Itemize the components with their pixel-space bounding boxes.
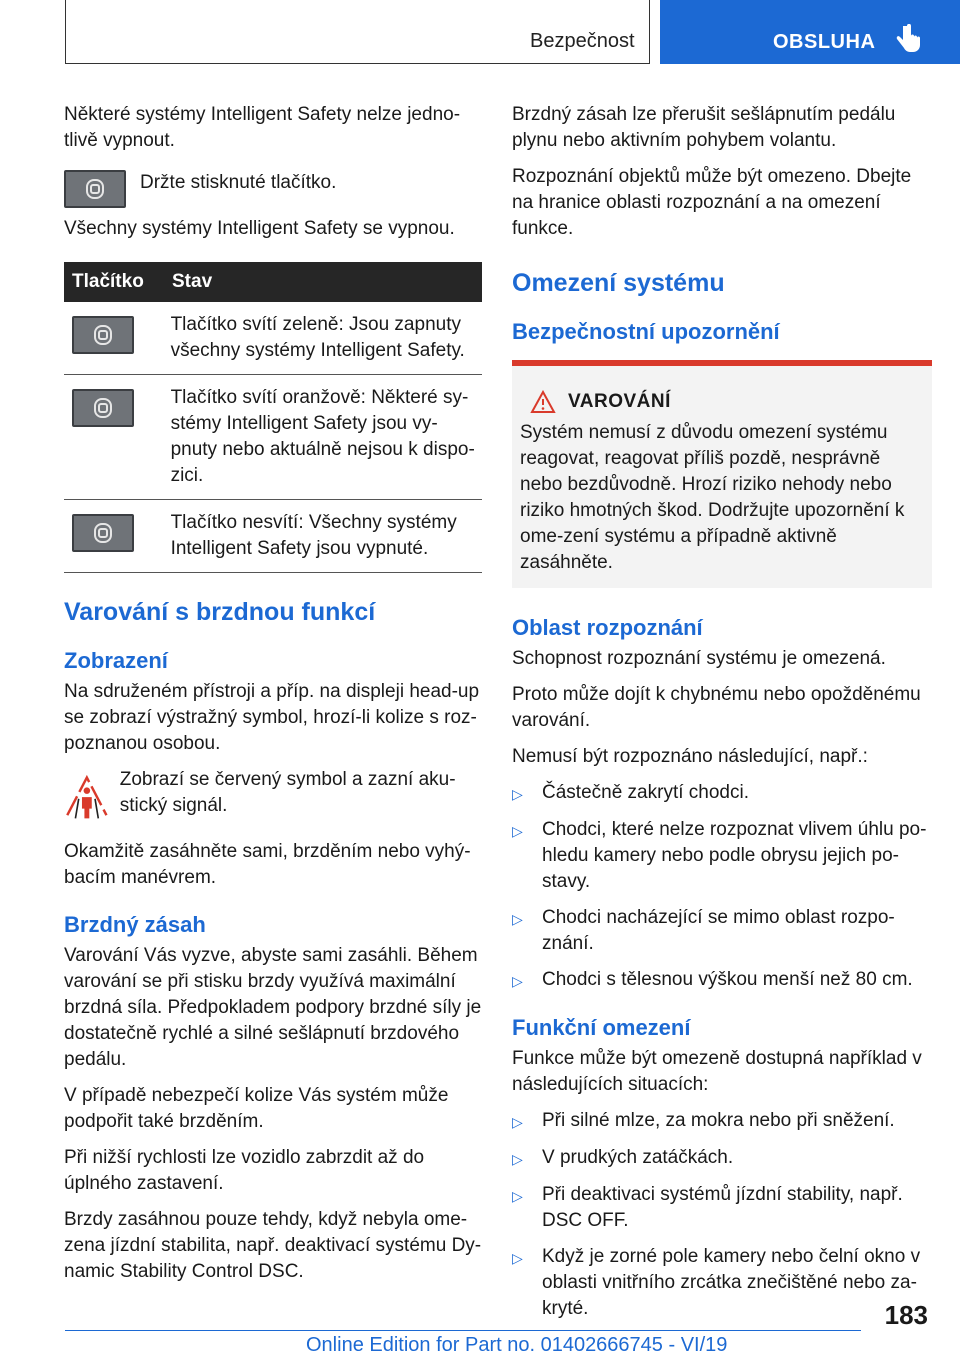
paragraph: Rozpoznání objektů může být omezeno. Dbejte na hranice oblasti rozpoznání a na omezení funkce. [512, 166, 912, 239]
list-item: ▷ Při silné mlze, za mokra nebo při sněžení. [512, 1108, 932, 1135]
paragraph: Na sdruženém přístroji a příp. na displeji head-up se zobrazí výstražný symbol, hrozí-li kolize s roz-poznanou osobou. [64, 681, 480, 754]
paragraph: Brzdný zásah lze přerušit sešlápnutím pedálu plynu nebo aktivním pohybem volantu. [512, 104, 896, 151]
limitation-list [512, 1108, 932, 1322]
bullet-triangle-icon: ▷ [512, 786, 523, 802]
bullet-triangle-icon: ▷ [512, 1188, 523, 1204]
paragraph: Okamžitě zasáhněte sami, brzděním nebo vyhý-bacím manévrem. [64, 841, 471, 888]
bullet-triangle-icon: ▷ [512, 823, 523, 839]
paragraph: Proto může dojít k chybnému nebo opožděnému varování. [512, 684, 921, 731]
table-row [64, 375, 482, 500]
list-item: ▷ V prudkých zatáčkách. [512, 1145, 932, 1172]
warning-title: VAROVÁNÍ [568, 391, 671, 412]
paragraph: Varování Vás vyzve, abyste sami zasáhli. Během varování se při stisku brzdy využívá maximální brzdná síla. Předpokladem podpory brzdné síly je dostatečně rychlé a silné sešlápnutí brzdového pedálu. [64, 945, 482, 1070]
table-cell-state: Tlačítko svítí oranžově: Některé sy-stémy Intelligent Safety jsou vy-pnuty nebo aktuálně nejsou k dispo-zici. [170, 387, 475, 486]
section-heading: Omezení systému [512, 269, 725, 297]
subsection-heading: Brzdný zásah [64, 912, 206, 937]
list-item: ▷ Částečně zakrytí chodci. [512, 780, 932, 807]
right-column [512, 102, 932, 1332]
safety-button-icon [72, 389, 134, 427]
section-heading: Varování s brzdnou funkcí [64, 598, 376, 626]
paragraph: Při nižší rychlosti lze vozidlo zabrzdit až do úplného zastavení. [64, 1147, 425, 1194]
subsection-heading: Bezpečnostní upozornění [512, 319, 780, 344]
pointing-hand-icon [895, 24, 921, 54]
table-row [64, 500, 482, 573]
table-header-state: Stav [172, 271, 213, 292]
intro-text: Některé systémy Intelligent Safety nelze jedno-tlivě vypnout. [64, 104, 461, 151]
subsection-heading: Funkční omezení [512, 1015, 691, 1040]
warning-text: Systém nemusí z důvodu omezení systému reagovat, reagovat příliš pozdě, nesprávně nebo bezdůvodně. Hrozí riziko nehody nebo riziko hmotných škod. Dodržujte upozornění k ome-zení systému a případně aktivně zasáhněte. [520, 422, 905, 573]
subsection-heading: Zobrazení [64, 648, 168, 673]
footer-edition: Online Edition for Part no. 01402666745 - VI/19 [306, 1334, 728, 1356]
subsection-heading: Oblast rozpoznání [512, 615, 703, 640]
warning-triangle-icon [530, 390, 556, 414]
pedestrian-warning-icon [64, 767, 110, 829]
paragraph: V případě nebezpečí kolize Vás systém může podpořit také brzděním. [64, 1085, 449, 1132]
warning-header [530, 390, 924, 414]
paragraph: Brzdy zasáhnou pouze tehdy, když nebyla ome-zena jízdní stabilita, např. deaktivací systému Dy-namic Stability Control DSC. [64, 1209, 482, 1282]
list-item: ▷ Chodci, které nelze rozpoznat vlivem úhlu po-hledu kamery nebo podle obrysu jejich po-stavy. [512, 817, 932, 895]
bullet-triangle-icon: ▷ [512, 1151, 523, 1167]
status-table [64, 262, 482, 573]
left-column [64, 102, 482, 1295]
header-tab [660, 0, 960, 64]
paragraph: Zobrazí se červený symbol a zazní aku-stický signál. [119, 769, 456, 816]
paragraph: Funkce může být omezeně dostupná například v následujících situacích: [512, 1048, 922, 1095]
instruction-result: Všechny systémy Intelligent Safety se vypnou. [64, 218, 455, 239]
instruction-block [64, 170, 482, 208]
table-row [64, 302, 482, 375]
list-item: ▷ Chodci s tělesnou výškou menší než 80 cm. [512, 967, 932, 994]
table-cell-state: Tlačítko svítí zeleně: Jsou zapnuty všechny systémy Intelligent Safety. [170, 314, 465, 361]
list-item: ▷ Při deaktivaci systémů jízdní stability, např. DSC OFF. [512, 1182, 932, 1234]
bullet-triangle-icon: ▷ [512, 1250, 523, 1266]
table-header [64, 262, 482, 302]
page-number: 183 [884, 1300, 928, 1330]
bullet-triangle-icon: ▷ [512, 973, 523, 989]
list-item: ▷ Když je zorné pole kamery nebo čelní okno v oblasti vnitřního zrcátka znečištěné nebo za-kryté. [512, 1244, 932, 1322]
bullet-triangle-icon: ▷ [512, 1114, 523, 1130]
safety-button-icon [72, 514, 134, 552]
safety-button-icon [72, 316, 134, 354]
instruction-text: Držte stisknuté tlačítko. [140, 172, 337, 193]
table-cell-state: Tlačítko nesvítí: Všechny systémy Intelligent Safety jsou vypnuté. [170, 512, 457, 559]
symbol-block [64, 767, 482, 829]
limitation-list [512, 780, 932, 994]
warning-box [512, 360, 932, 588]
footer-divider [65, 1330, 861, 1331]
list-item: ▷ Chodci nacházející se mimo oblast rozpo-znání. [512, 905, 932, 957]
paragraph: Nemusí být rozpoznáno následující, např.: [512, 746, 868, 767]
table-header-button: Tlačítko [72, 271, 144, 292]
header-section-title: Bezpečnost [530, 30, 635, 52]
paragraph: Schopnost rozpoznání systému je omezená. [512, 648, 886, 669]
bullet-triangle-icon: ▷ [512, 911, 523, 927]
header-tab-label: OBSLUHA [773, 31, 876, 53]
safety-button-icon [64, 170, 126, 208]
